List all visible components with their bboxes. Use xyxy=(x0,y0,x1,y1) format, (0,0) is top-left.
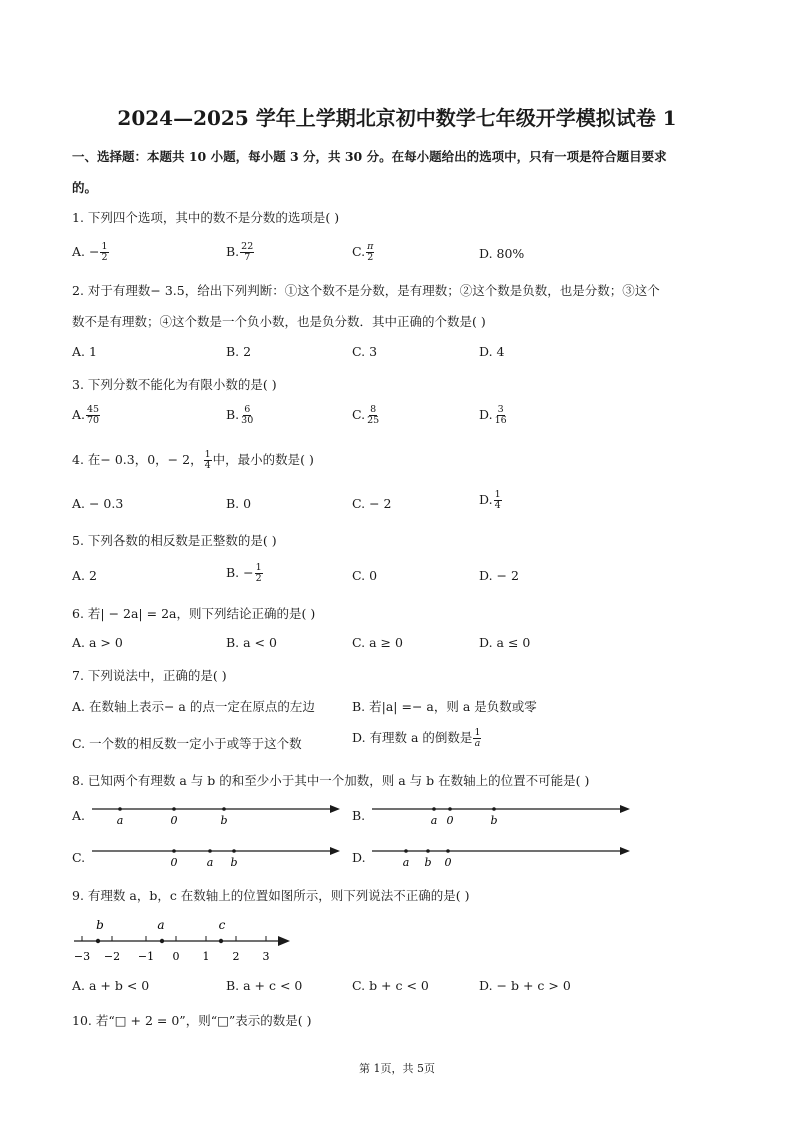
question-5-stem: 5. 下列各数的相反数是正整数的是( ) xyxy=(72,533,277,548)
fraction: $\frac{1}{4}$ xyxy=(204,449,211,471)
q9-option-a: A. a + b < 0 xyxy=(72,978,150,993)
fraction: $\frac{45}{70}$ xyxy=(87,404,100,426)
q6-option-a: A. a > 0 xyxy=(72,635,123,650)
q1-option-c: C. $\frac{\pi}{2}$ xyxy=(352,241,374,263)
q6-option-b: B. a < 0 xyxy=(226,635,277,650)
q5-option-c: C. 0 xyxy=(352,568,378,583)
q9-option-c: C. b + c < 0 xyxy=(352,978,429,993)
q1-option-a: A. − $\frac{1}{2}$ xyxy=(72,241,108,263)
tick-label: 0 xyxy=(172,950,180,963)
q5-option-b: B. − $\frac{1}{2}$ xyxy=(226,562,262,584)
fraction: $\frac{3}{16}$ xyxy=(494,404,507,426)
q7-option-d: D. 有理数 a 的倒数是 $\frac{1}{a}$ xyxy=(352,727,481,749)
origin-label: 0 xyxy=(444,856,452,869)
q3-option-d: D. $\frac{3}{16}$ xyxy=(479,404,507,426)
q4-option-b: B. 0 xyxy=(226,496,252,511)
question-2-line1: 2. 对于有理数− 3.5，给出下列判断：①这个数不是分数，是有理数；②这个数是负数，也是分数；③这个 xyxy=(72,283,660,298)
q6-option-d: D. a ≤ 0 xyxy=(479,635,531,650)
point-b-label: b xyxy=(96,918,104,932)
fraction: $\frac{22}{7}$ xyxy=(241,241,254,263)
point-b-label: b xyxy=(220,814,228,827)
question-2-line2: 数不是有理数；④这个数是一个负小数，也是负分数．其中正确的个数是( ) xyxy=(72,314,486,329)
q1-option-b: B. $\frac{22}{7}$ xyxy=(226,241,254,263)
tick-label: 2 xyxy=(232,950,240,963)
q8-number-line-d xyxy=(368,842,638,872)
point-b xyxy=(96,939,100,943)
point-b-label: b xyxy=(490,814,498,827)
question-4-stem: 4. 在− 0.3，0，− 2， $\frac{1}{4}$ 中，最小的数是( ) xyxy=(72,449,314,471)
question-9-stem: 9. 有理数 a，b，c 在数轴上的位置如图所示，则下列说法不正确的是( ) xyxy=(72,888,470,903)
question-3-stem: 3. 下列分数不能化为有限小数的是( ) xyxy=(72,377,277,392)
page-footer: 第 1页，共 5页 xyxy=(359,1062,435,1075)
q7-option-b: B. 若|a| =− a，则 a 是负数或零 xyxy=(352,699,537,714)
q3-option-b: B. $\frac{6}{30}$ xyxy=(226,404,254,426)
point-a-label: a xyxy=(206,856,214,869)
q3-option-a: A. $\frac{45}{70}$ xyxy=(72,404,100,426)
question-7-stem: 7. 下列说法中，正确的是( ) xyxy=(72,668,227,683)
q8-number-line-c xyxy=(88,842,348,872)
question-10-stem: 10. 若“□ + 2 = 0”，则“□”表示的数是( ) xyxy=(72,1013,312,1028)
point-a-label: a xyxy=(402,856,410,869)
q2-option-a: A. 1 xyxy=(72,344,97,359)
q5-option-a: A. 2 xyxy=(72,568,97,583)
q4-option-c: C. − 2 xyxy=(352,496,392,511)
q9-option-b: B. a + c < 0 xyxy=(226,978,303,993)
q2-option-c: C. 3 xyxy=(352,344,378,359)
q8-option-c-label: C. xyxy=(72,850,86,865)
fraction: $\frac{\pi}{2}$ xyxy=(367,241,374,263)
q3-option-c: C. $\frac{8}{25}$ xyxy=(352,404,380,426)
q5-option-d: D. − 2 xyxy=(479,568,519,583)
page-title: 2024—2025 学年上学期北京初中数学七年级开学模拟试卷 1 xyxy=(117,106,677,130)
tick-marks xyxy=(82,936,266,941)
point-c xyxy=(219,939,223,943)
fraction: $\frac{8}{25}$ xyxy=(367,404,380,426)
origin-label: 0 xyxy=(170,814,178,827)
q6-option-c: C. a ≥ 0 xyxy=(352,635,403,650)
question-6-stem: 6. 若| − 2a| = 2a，则下列结论正确的是( ) xyxy=(72,606,316,621)
q4-option-a: A. − 0.3 xyxy=(72,496,124,511)
q8-number-line-b xyxy=(368,800,638,830)
tick-label: 3 xyxy=(262,950,270,963)
fraction: $\frac{1}{2}$ xyxy=(101,241,108,263)
tick-label: −2 xyxy=(103,950,121,963)
tick-label: −1 xyxy=(137,950,155,963)
q8-option-d-label: D. xyxy=(352,850,366,865)
q4-option-d: D. $\frac{1}{4}$ xyxy=(479,489,501,511)
q2-option-d: D. 4 xyxy=(479,344,505,359)
question-1-stem: 1. 下列四个选项，其中的数不是分数的选项是( ) xyxy=(72,210,340,225)
origin-label: 0 xyxy=(170,856,178,869)
q9-number-line xyxy=(68,913,308,965)
q8-option-a-label: A. xyxy=(72,808,86,823)
fraction: $\frac{1}{4}$ xyxy=(494,489,501,511)
q2-option-b: B. 2 xyxy=(226,344,252,359)
question-8-stem: 8. 已知两个有理数 a 与 b 的和至少小于其中一个加数，则 a 与 b 在数轴上的位置不可能是( ) xyxy=(72,773,590,788)
tick-label: 1 xyxy=(202,950,210,963)
point-a-label: a xyxy=(116,814,124,827)
point-a-label: a xyxy=(430,814,438,827)
q8-number-line-a xyxy=(88,800,348,830)
q8-option-b-label: B. xyxy=(352,808,366,823)
origin-label: 0 xyxy=(446,814,454,827)
point-a xyxy=(160,939,164,943)
q1-option-d: D. 80% xyxy=(479,246,525,261)
section-heading-line1: 一、选择题：本题共 10 小题，每小题 3 分，共 30 分。在每小题给出的选项中，只有一项是符合题目要求 xyxy=(72,149,667,164)
q7-option-c: C. 一个数的相反数一定小于或等于这个数 xyxy=(72,736,302,751)
fraction: $\frac{1}{2}$ xyxy=(255,562,262,584)
point-b-label: b xyxy=(424,856,432,869)
section-heading-line2: 的。 xyxy=(72,180,98,195)
point-a-label: a xyxy=(157,918,165,932)
fraction: $\frac{6}{30}$ xyxy=(241,404,254,426)
point-c-label: c xyxy=(218,918,226,932)
point-b-label: b xyxy=(230,856,238,869)
tick-label: −3 xyxy=(73,950,91,963)
fraction: $\frac{1}{a}$ xyxy=(474,727,481,749)
q7-option-a: A. 在数轴上表示− a 的点一定在原点的左边 xyxy=(72,699,315,714)
q9-option-d: D. − b + c > 0 xyxy=(479,978,571,993)
